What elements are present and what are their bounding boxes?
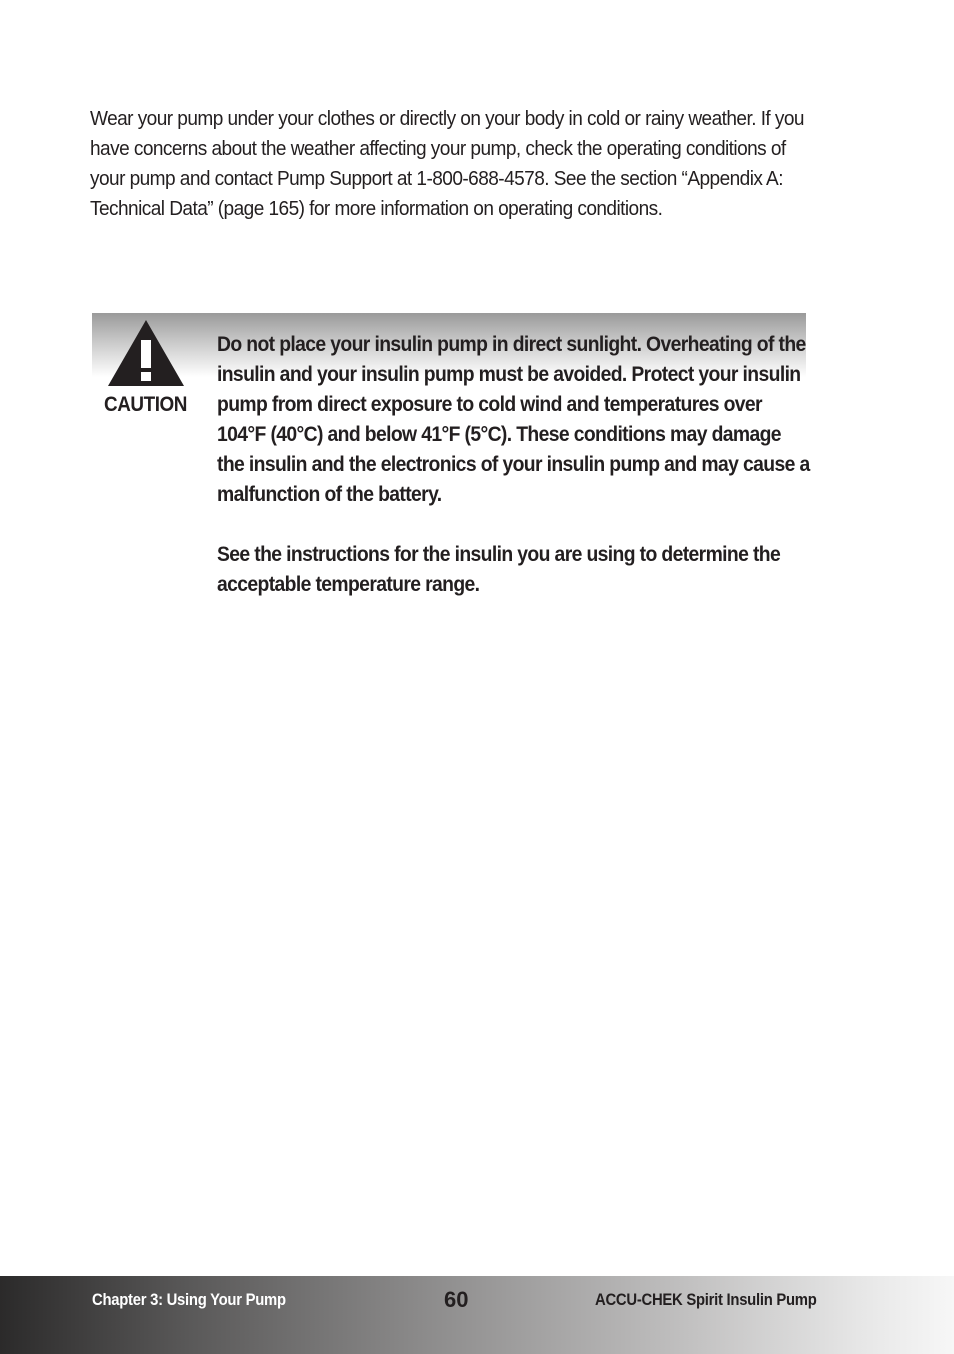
footer-chapter-title: Chapter 3: Using Your Pump xyxy=(92,1291,286,1309)
warning-triangle-icon xyxy=(106,318,186,388)
intro-paragraph: Wear your pump under your clothes or directly on your body in cold or rainy weather. If you have concerns about the weather affecting your pump, check the operating conditions of your pump and contact Pump Support at 1-800-688-4578. See the section “Appendix A: Technical Data” (page 165) for more information on operating conditions. xyxy=(90,107,804,220)
page-footer xyxy=(0,1276,954,1354)
caution-label: CAUTION xyxy=(104,393,187,416)
page-number: 60 xyxy=(444,1287,469,1312)
caution-paragraph: See the instructions for the insulin you are using to determine the acceptable temperature range. xyxy=(217,542,781,596)
footer-product-name: ACCU-CHEK Spirit Insulin Pump xyxy=(595,1291,817,1309)
caution-paragraph: Do not place your insulin pump in direct sunlight. Overheating of the insulin and your insulin pump must be avoided. Protect your insulin pump from direct exposure to cold wind and temperatures over 104°F (40°C) and below 41°F (5°C). These conditions may damage the insulin and the electronics of your insulin pump and may cause a malfunction of the battery. xyxy=(217,332,810,506)
caution-text xyxy=(217,329,811,629)
